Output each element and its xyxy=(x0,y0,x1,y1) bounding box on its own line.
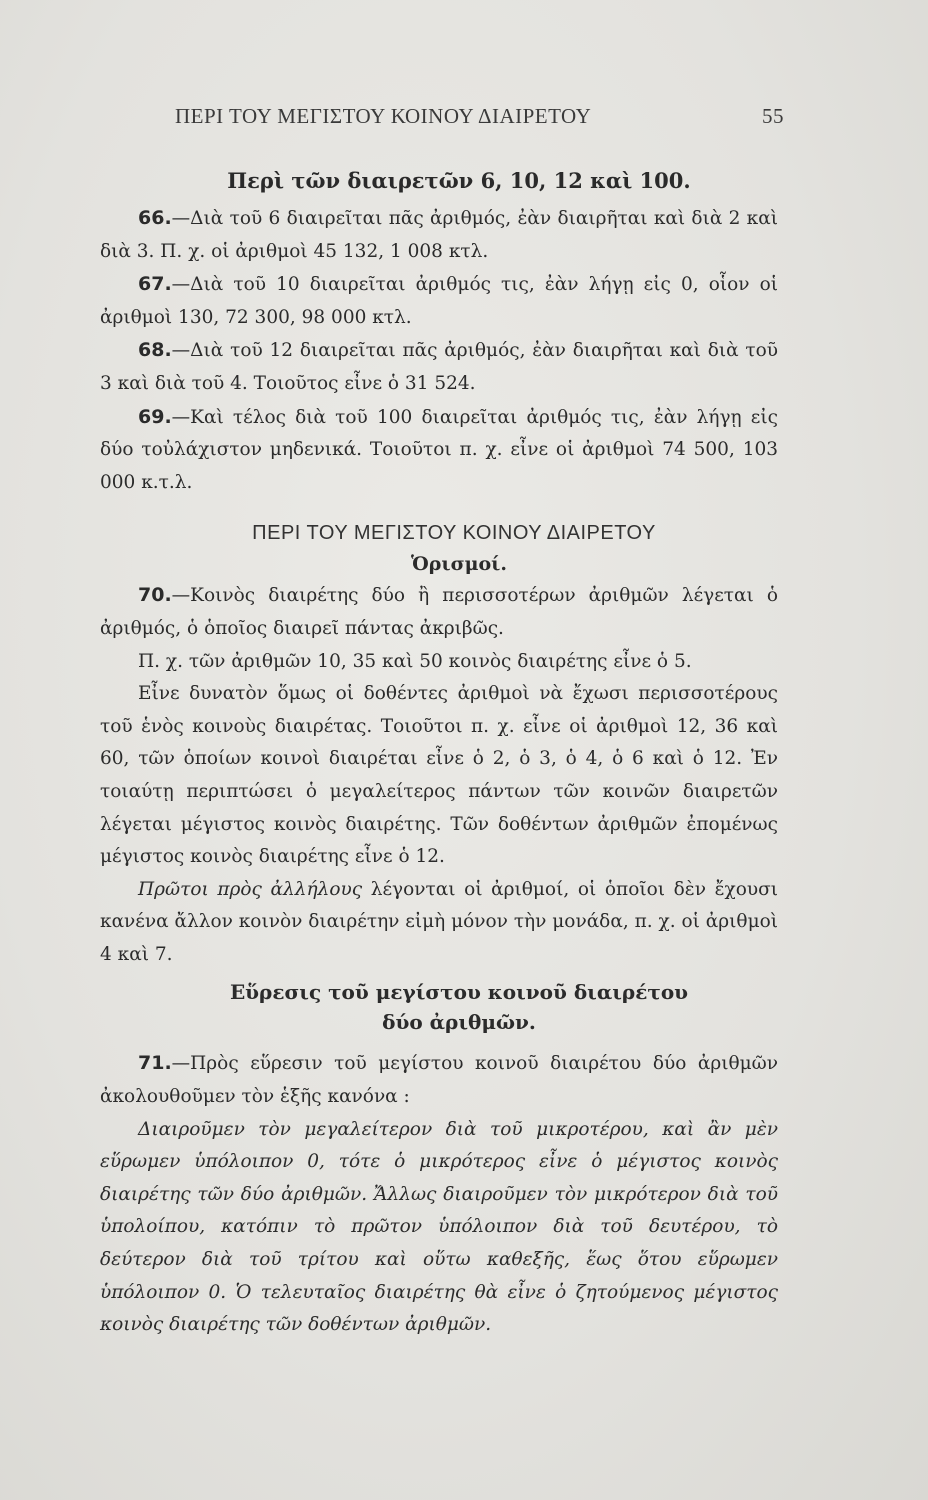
paragraph-71-text: —Πρὸς εὕρεσιν τοῦ μεγίστου κοινοῦ διαιρέτου δύο ἀριθμῶν ἀκολουθοῦμεν τὸν ἑξῆς κανόνα : xyxy=(100,1053,778,1108)
paragraph-70-text: —Κοινὸς διαιρέτης δύο ἢ περισσοτέρων ἀριθμῶν λέγεται ὁ ἀριθμός, ὁ ὁποῖος διαιρεῖ πάντας ἀκριβῶς. xyxy=(100,585,778,639)
paragraph-number-69: 69. xyxy=(138,405,172,428)
paragraph-70-coprime xyxy=(100,874,778,972)
paragraph-67 xyxy=(100,268,778,334)
paragraph-70-common-divisors: Εἶνε δυνατὸν ὅμως οἱ δοθέντες ἀριθμοὶ νὰ ἔχωσι περισσοτέρους τοῦ ἑνὸς κοινοὺς διαιρέτας. Τοιοῦτοι π. χ. εἶνε οἱ ἀριθμοὶ 12, 36 καὶ 60, τῶν ὁποίων κοινοὶ διαιρέται εἶνε ὁ 2, ὁ 3, ὁ 4, ὁ 6 καὶ ὁ 12. Ἐν τοιαύτῃ περιπτώσει ὁ μεγαλείτερος πάντων τῶν κοινῶν διαιρετῶν λέγεται μέγιστος κοινὸς διαιρέτης. Τῶν δοθέντων ἀριθμῶν ἐπομένως μέγιστος κοινὸς διαιρέτης εἶνε ὁ 12. xyxy=(100,683,778,868)
paragraph-69-text: —Καὶ τέλος διὰ τοῦ 100 διαιρεῖται ἀριθμός τις, ἐὰν λήγῃ εἰς δύο τοὐλάχιστον μηδενικά. Τοιοῦτοι π. χ. εἶνε οἱ ἀριθμοὶ 74 500, 103 000 κ.τ.λ. xyxy=(100,406,778,493)
paragraph-66 xyxy=(100,202,778,268)
subheading-definitions: Ὁρισμοί. xyxy=(411,553,507,576)
paragraph-number-71: 71. xyxy=(138,1052,172,1075)
section-title-line-2: δύο ἀριθμῶν. xyxy=(382,1010,536,1035)
section-heading-gcd: ΠΕΡΙ ΤΟΥ ΜΕΓΙΣΤΟΥ ΚΟΙΝΟΥ ΔΙΑΙΡΕΤΟΥ xyxy=(252,522,656,545)
paragraph-number-68: 68. xyxy=(138,339,172,362)
paragraph-67-text: —Διὰ τοῦ 10 διαιρεῖται ἀριθμός τις, ἐὰν λήγῃ εἰς 0, οἷον οἱ ἀριθμοὶ 130, 72 300, 98 000 κτλ. xyxy=(100,274,778,328)
section-title-finding-gcd xyxy=(100,977,778,1037)
page-number: 55 xyxy=(762,104,784,128)
paragraph-number-66: 66. xyxy=(138,207,172,229)
paragraph-66-text: —Διὰ τοῦ 6 διαιρεῖται πᾶς ἀριθμός, ἐὰν διαιρῆται καὶ διὰ 2 καὶ διὰ 3. Π. χ. οἱ ἀριθμοὶ 45 132, 1 008 κτλ. xyxy=(100,208,778,262)
paragraph-70 xyxy=(100,579,778,645)
paragraph-68 xyxy=(100,334,778,400)
coprime-term: Πρῶτοι πρὸς ἀλλήλους xyxy=(138,878,363,900)
paragraph-69 xyxy=(100,401,778,500)
running-title: ΠΕΡΙ ΤΟΥ ΜΕΓΙΣΤΟΥ ΚΟΙΝΟΥ ΔΙΑΙΡΕΤΟΥ xyxy=(175,104,592,128)
paragraph-number-67: 67. xyxy=(138,273,172,296)
rule-paragraph: Διαιροῦμεν τὸν μεγαλείτερον διὰ τοῦ μικροτέρου, καὶ ἂν μὲν εὕρωμεν ὑπόλοιπον 0, τότε ὁ μικρότερος εἶνε ὁ μέγιστος κοινὸς διαιρέτης τῶν δύο ἀριθμῶν. Ἄλλως διαιροῦμεν τὸν μικρότερον διὰ τοῦ ὑπολοίπου, κατόπιν τὸ πρῶτον ὑπόλοιπον διὰ τοῦ δευτέρου, τὸ δεύτερον διὰ τοῦ τρίτου καὶ οὕτω καθεξῆς, ἕως ὅτου εὕρωμεν ὑπόλοιπον 0. Ὁ τελευταῖος διαιρέτης θὰ εἶνε ὁ ζητούμενος μέγιστος κοινὸς διαιρέτης τῶν δοθέντων ἀριθμῶν. xyxy=(100,1118,778,1336)
section-title-divisors: Περὶ τῶν διαιρετῶν 6, 10, 12 καὶ 100. xyxy=(227,168,691,193)
paragraph-71 xyxy=(100,1047,778,1113)
paragraph-70-example: Π. χ. τῶν ἀριθμῶν 10, 35 καὶ 50 κοινὸς διαιρέτης εἶνε ὁ 5. xyxy=(138,650,692,672)
paragraph-number-70: 70. xyxy=(138,584,172,607)
section-title-line-1: Εὕρεσις τοῦ μεγίστου κοινοῦ διαιρέτου xyxy=(229,980,689,1005)
running-head xyxy=(175,104,784,134)
coprime-text: λέγονται οἱ ἀριθμοί, οἱ ὁποῖοι δὲν ἔχουσι κανένα ἄλλον κοινὸν διαιρέτην εἰμὴ μόνον τὴν μονάδα, π. χ. οἱ ἀριθμοὶ 4 καὶ 7. xyxy=(100,878,779,965)
paragraph-68-text: —Διὰ τοῦ 12 διαιρεῖται πᾶς ἀριθμός, ἐὰν διαιρῆται καὶ διὰ τοῦ 3 καὶ διὰ τοῦ 4. Τοιοῦτος εἶνε ὁ 31 524. xyxy=(100,340,778,394)
